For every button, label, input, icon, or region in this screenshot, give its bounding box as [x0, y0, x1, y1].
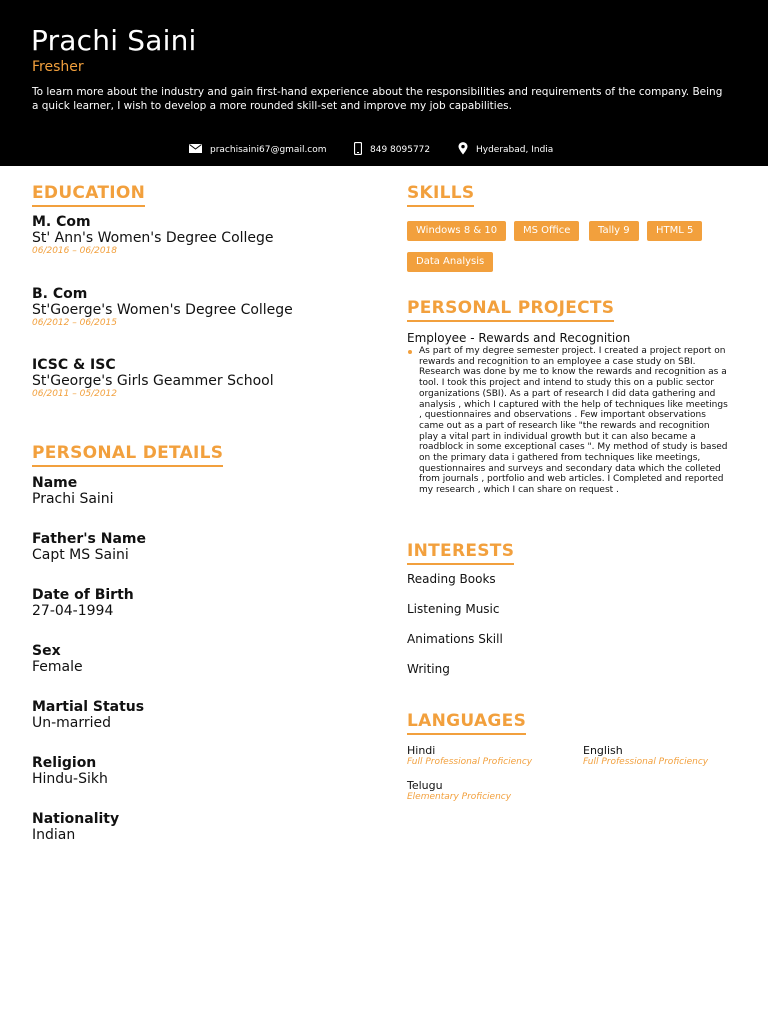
detail-label: Nationality: [32, 811, 120, 827]
description-line: on the primary data i gathered from techniques like meetings,: [419, 453, 701, 464]
description-line: from journals , portfolio and web articles. I Completed and reported: [419, 474, 724, 485]
detail-value: Prachi Saini: [32, 491, 114, 507]
degree: ICSC & ISC: [32, 357, 116, 373]
mobile-phone-icon: [354, 142, 362, 158]
skill-tag: Data Analysis: [407, 252, 493, 272]
skill-tag: Tally 9: [589, 221, 639, 241]
language-name: English: [583, 744, 623, 757]
skill-tag: HTML 5: [647, 221, 702, 241]
project-entry: [407, 331, 737, 496]
education-entry: [32, 286, 293, 328]
skill-tag: Windows 8 & 10: [407, 221, 506, 241]
detail-value: Indian: [32, 827, 76, 843]
education-heading: EDUCATION: [32, 183, 145, 207]
description-line: As part of my degree semester project. I created a project report on: [419, 346, 726, 356]
detail-value: Capt MS Saini: [32, 547, 129, 563]
language-name: Hindi: [407, 744, 436, 757]
detail-item: [32, 755, 108, 787]
description-line: tool. I took this project and intend to study this on a public sector: [419, 378, 714, 389]
education-entry: [32, 357, 274, 399]
languages-heading: LANGUAGES: [407, 711, 526, 735]
contact-email[interactable]: [189, 143, 327, 157]
description-line: questionnaires and surveys and secondary data which the colleted: [419, 463, 721, 474]
project-name: Employee - Rewards and Recognition: [407, 331, 631, 345]
edu-dates: 06/2011 – 05/2012: [32, 389, 117, 399]
description-line: organizations (SBI). As a part of research I did data gathering and: [419, 388, 716, 399]
description-line: Research was done by me to know the rewards and recognition as a: [419, 367, 727, 378]
detail-label: Religion: [32, 755, 97, 771]
language-item: [407, 779, 511, 802]
school: St' Ann's Women's Degree College: [32, 230, 274, 246]
map-pin-icon: [458, 142, 468, 158]
description-line: , questionnaires and observations . Few important observations: [419, 410, 706, 421]
candidate-name: Prachi Saini: [31, 24, 197, 57]
detail-label: Martial Status: [32, 699, 145, 715]
description-line: my research , which I can share on request .: [419, 485, 619, 496]
detail-value: 27-04-1994: [32, 603, 114, 619]
detail-value: Hindu-Sikh: [32, 771, 108, 787]
skill-tag: MS Office: [514, 221, 579, 241]
interest-item: Animations Skill: [407, 632, 503, 646]
description-line: play a vital part in individual growth but it can also became a: [419, 431, 696, 442]
resume-header: [0, 0, 768, 166]
edu-dates: 06/2012 – 06/2015: [32, 318, 117, 328]
description-line: came out as a part of research like "the rewards and recognition: [419, 420, 710, 431]
education-entry: [32, 214, 274, 256]
detail-value: Un-married: [32, 715, 112, 731]
description-line: roadblock in some exceptional cases ". My method of study is based: [419, 442, 728, 453]
edu-dates: 06/2016 – 06/2018: [32, 246, 117, 256]
contact-location: [458, 143, 553, 157]
interest-item: Writing: [407, 662, 450, 676]
project-description: [407, 346, 737, 496]
interest-item: Listening Music: [407, 602, 500, 616]
detail-item: [32, 531, 146, 563]
school: St'Goerge's Women's Degree College: [32, 302, 293, 318]
detail-label: Date of Birth: [32, 587, 134, 603]
language-item: [583, 744, 708, 767]
bullet-dot: [408, 350, 412, 354]
detail-label: Sex: [32, 643, 61, 659]
interests-heading: INTERESTS: [407, 541, 514, 565]
career-summary: To learn more about the industry and gain first-hand experience about the responsibilities and requirements of the company. Being a quick learner, I wish to develop a more rounded skill-set and improve my job capabilities.: [32, 86, 723, 112]
envelope-icon: [189, 144, 202, 156]
personal-details-heading: PERSONAL DETAILS: [32, 443, 223, 467]
contact-phone[interactable]: [354, 143, 430, 157]
language-level: Elementary Proficiency: [407, 792, 512, 802]
language-name: Telugu: [407, 779, 443, 792]
phone-text[interactable]: 849 8095772: [370, 145, 431, 155]
detail-item: [32, 587, 134, 619]
interest-item: Reading Books: [407, 572, 496, 586]
email-text[interactable]: prachisaini67@gmail.com: [210, 145, 327, 155]
projects-heading: PERSONAL PROJECTS: [407, 298, 614, 322]
language-level: Full Professional Proficiency: [407, 757, 533, 767]
detail-label: Name: [32, 475, 78, 491]
degree: B. Com: [32, 286, 88, 302]
description-line: rewards and recognition to an employee a case study on SBI.: [419, 356, 696, 367]
detail-item: [32, 811, 119, 843]
skills-heading: SKILLS: [407, 183, 474, 207]
candidate-role: Fresher: [32, 59, 84, 75]
detail-value: Female: [32, 659, 83, 675]
language-level: Full Professional Proficiency: [583, 757, 709, 767]
school: St'George's Girls Geammer School: [32, 373, 274, 389]
language-item: [407, 744, 532, 767]
detail-label: Father's Name: [32, 531, 146, 547]
detail-item: [32, 475, 114, 507]
description-line: analysis , which I captured with the help of techniques like meetings: [419, 399, 728, 410]
location-text: Hyderabad, India: [476, 145, 554, 155]
detail-item: [32, 699, 144, 731]
detail-item: [32, 643, 83, 675]
degree: M. Com: [32, 214, 91, 230]
